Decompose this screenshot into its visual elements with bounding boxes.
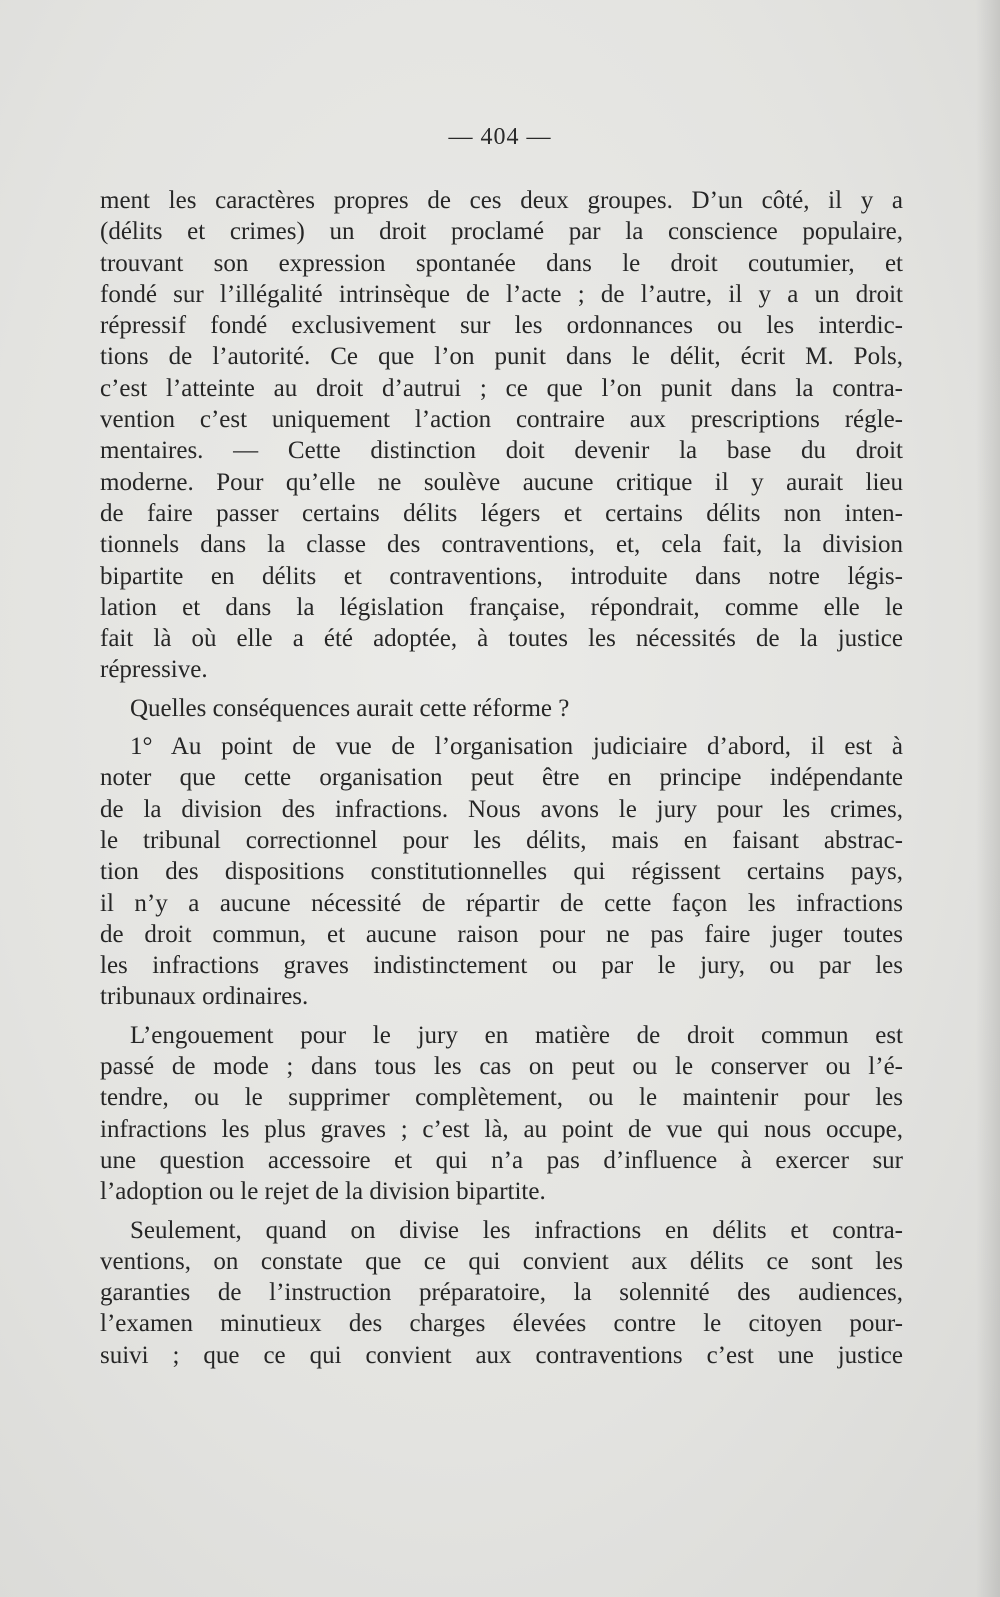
text-line: le tribunal correctionnel pour les délits, mais en faisant abstrac- (100, 826, 903, 854)
text-line: fait là où elle a été adoptée, à toutes les nécessités de la justice (100, 625, 903, 653)
text-line: il n’y a aucune nécessité de répartir de cette façon les infractions (100, 889, 903, 917)
text-line: une question accessoire et qui n’a pas d’influence à exercer sur (100, 1146, 903, 1174)
text-line: répressive. (100, 656, 208, 684)
text-line: vention c’est uniquement l’action contraire aux prescriptions régle- (100, 406, 903, 434)
text-line: Quelles conséquences aurait cette réforme ? (130, 694, 570, 722)
text-line: fondé sur l’illégalité intrinsèque de l’acte ; de l’autre, il y a un droit (100, 280, 903, 308)
page-number: — 404 — (448, 124, 552, 150)
text-line: ment les caractères propres de ces deux groupes. D’un côté, il y a (100, 187, 903, 214)
text-line: tribunaux ordinaires. (100, 983, 309, 1011)
text-line: tions de l’autorité. Ce que l’on punit dans le délit, écrit M. Pols, (100, 343, 903, 371)
text-line: les infractions graves indistinctement ou par le jury, ou par les (100, 952, 903, 980)
text-line: l’adoption ou le rejet de la division bipartite. (100, 1178, 546, 1206)
text-line: de droit commun, et aucune raison pour ne pas faire juger toutes (100, 920, 903, 948)
text-line: passé de mode ; dans tous les cas on peut ou le conserver ou l’é- (100, 1053, 903, 1081)
text-line: bipartite en délits et contraventions, introduite dans notre légis- (100, 562, 903, 590)
page-edge-shadow (976, 0, 1000, 1597)
text-line: tendre, ou le supprimer complètement, ou le maintenir pour les (100, 1084, 903, 1112)
text-line: tion des dispositions constitutionnelles qui régissent certains pays, (100, 858, 903, 886)
text-line: répressif fondé exclusivement sur les ordonnances ou les interdic- (100, 312, 903, 340)
text-line: ventions, on constate que ce qui convient aux délits ce sont les (100, 1247, 903, 1275)
text-line: moderne. Pour qu’elle ne soulève aucune critique il y aurait lieu (100, 468, 903, 496)
text-line: c’est l’atteinte au droit d’autrui ; ce que l’on punit dans la contra- (100, 374, 903, 402)
text-line: lation et dans la législation française, répondrait, comme elle le (100, 593, 903, 621)
text-line: suivi ; que ce qui convient aux contraventions c’est une justice (100, 1341, 903, 1369)
text-line: noter que cette organisation peut être en principe indépendante (100, 764, 903, 792)
text-line: Seulement, quand on divise les infractions en délits et contra- (130, 1216, 903, 1244)
text-line: trouvant son expression spontanée dans le droit coutumier, et (100, 249, 903, 277)
text-line: tionnels dans la classe des contraventions, et, cela fait, la division (100, 531, 903, 559)
text-line: (délits et crimes) un droit proclamé par la conscience populaire, (100, 218, 903, 246)
text-line: mentaires. — Cette distinction doit devenir la base du droit (100, 437, 903, 465)
text-line: de faire passer certains délits légers et certains délits non inten- (100, 499, 903, 527)
text-line: garanties de l’instruction préparatoire, la solennité des audiences, (100, 1279, 903, 1307)
text-line: infractions les plus graves ; c’est là, au point de vue qui nous occupe, (100, 1115, 903, 1143)
text-line: l’examen minutieux des charges élevées contre le citoyen pour- (100, 1310, 903, 1338)
text-line: L’engouement pour le jury en matière de droit commun est (130, 1021, 903, 1049)
text-line: 1° Au point de vue de l’organisation judiciaire d’abord, il est à (130, 733, 903, 761)
body-text (100, 185, 903, 1371)
text-line: de la division des infractions. Nous avons le jury pour les crimes, (100, 795, 903, 823)
